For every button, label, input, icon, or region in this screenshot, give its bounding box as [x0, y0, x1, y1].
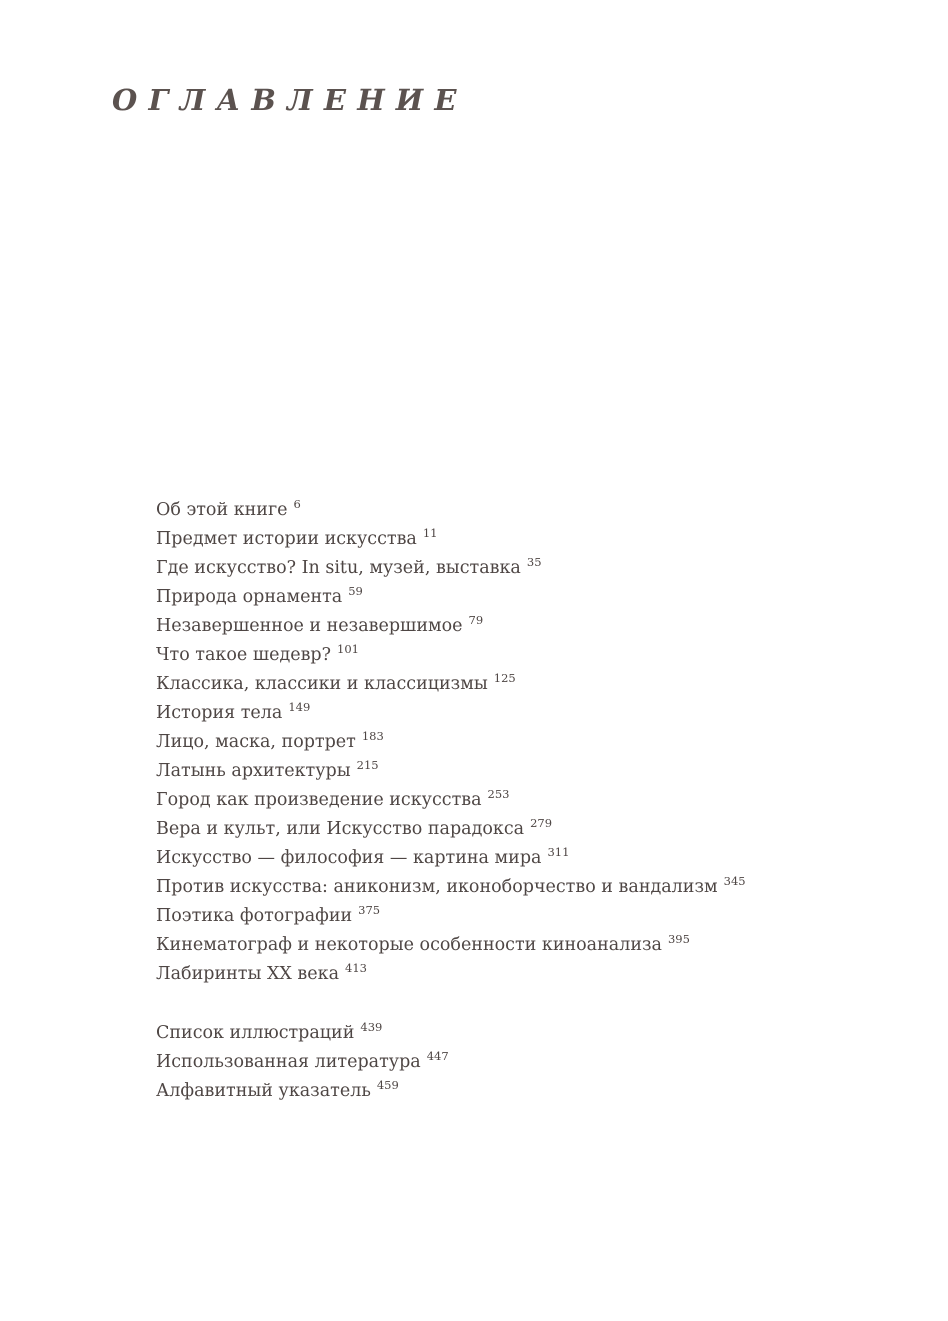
- toc-entry[interactable]: [156, 954, 896, 983]
- toc-entry-title: Где искусство? In situ, музей, выставка: [156, 558, 521, 578]
- toc-entry[interactable]: [156, 490, 896, 519]
- toc-entry[interactable]: [156, 780, 896, 809]
- toc-appendix-entry[interactable]: [156, 1013, 896, 1042]
- toc-entry-title: Что такое шедевр?: [156, 645, 332, 665]
- toc-entry-title: Об этой книге: [156, 500, 288, 520]
- toc-page-number: 79: [468, 613, 484, 627]
- toc-page-number: 345: [723, 874, 746, 888]
- toc-page-number: 125: [493, 671, 516, 685]
- toc-appendix-entry[interactable]: [156, 1042, 896, 1071]
- toc-page-number: 59: [348, 584, 363, 598]
- toc-page-number: 439: [360, 1020, 383, 1034]
- toc-entry-title: Вера и культ, или Искусство парадокса: [156, 819, 525, 839]
- toc-entry-title: Латынь архитектуры: [156, 761, 351, 781]
- toc-entry[interactable]: [156, 751, 896, 780]
- toc-page-number: 101: [337, 642, 359, 656]
- toc-page-number: 11: [422, 526, 438, 540]
- toc-entry-title: История тела: [156, 703, 283, 723]
- toc-entry[interactable]: [156, 722, 896, 751]
- toc-entry-title: Классика, классики и классицизмы: [156, 674, 488, 694]
- toc-entry[interactable]: [156, 548, 896, 577]
- table-of-contents: [156, 490, 896, 1100]
- toc-entry[interactable]: [156, 519, 896, 548]
- toc-entry-title: Незавершенное и незавершимое: [156, 616, 463, 636]
- toc-entry-title: Использованная литература: [156, 1052, 421, 1072]
- toc-page-number: 6: [293, 497, 301, 511]
- toc-entry[interactable]: [156, 925, 896, 954]
- toc-entry-title: Кинематограф и некоторые особенности киноанализа: [156, 935, 662, 955]
- toc-page-number: 149: [288, 700, 311, 714]
- toc-entry[interactable]: [156, 809, 896, 838]
- toc-page-number: 279: [530, 816, 553, 830]
- toc-page-number: 459: [376, 1078, 399, 1092]
- toc-entry-title: Искусство — философия — картина мира: [156, 848, 542, 868]
- toc-entry-title: Лицо, маска, портрет: [156, 732, 356, 752]
- toc-page-number: 413: [345, 961, 367, 975]
- toc-entry-title: Лабиринты XX века: [156, 964, 339, 984]
- toc-page-number: 395: [667, 932, 690, 946]
- toc-page-number: 447: [426, 1049, 449, 1063]
- toc-entry-title: Список иллюстраций: [156, 1023, 355, 1043]
- toc-entry-title: Алфавитный указатель: [156, 1081, 371, 1101]
- toc-entry-title: Город как произведение искусства: [156, 790, 482, 810]
- toc-page-number: 215: [356, 758, 379, 772]
- toc-entry[interactable]: [156, 577, 896, 606]
- toc-page-number: 311: [547, 845, 570, 859]
- page-title: ОГЛАВЛЕНИЕ: [112, 83, 468, 117]
- toc-entry-title: Предмет истории искусства: [156, 529, 417, 549]
- toc-entry[interactable]: [156, 838, 896, 867]
- toc-page-number: 35: [526, 555, 542, 569]
- toc-entry[interactable]: [156, 896, 896, 925]
- toc-entry[interactable]: [156, 635, 896, 664]
- toc-entry[interactable]: [156, 664, 896, 693]
- toc-entry-title: Поэтика фотографии: [156, 906, 353, 926]
- toc-entry-title: Против искусства: аниконизм, иконоборчество и вандализм: [156, 877, 718, 897]
- toc-appendix-entry[interactable]: [156, 1071, 896, 1100]
- toc-entry[interactable]: [156, 606, 896, 635]
- toc-entry[interactable]: [156, 693, 896, 722]
- toc-entry-title: Природа орнамента: [156, 587, 343, 607]
- toc-page-number: 253: [487, 787, 510, 801]
- toc-page-number: 375: [358, 903, 381, 917]
- toc-entry[interactable]: [156, 867, 896, 896]
- toc-page-number: 183: [361, 729, 384, 743]
